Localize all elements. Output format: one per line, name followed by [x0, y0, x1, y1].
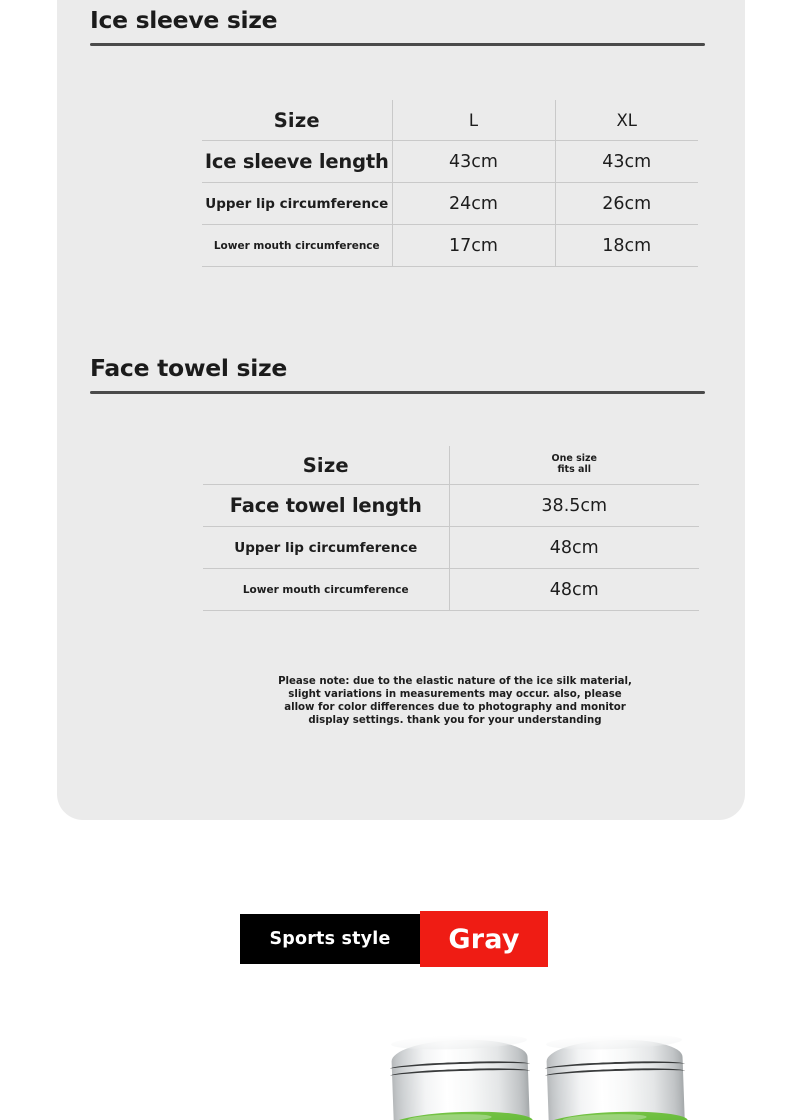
column-header-size: Size — [273, 108, 320, 132]
row-label: Lower mouth circumference — [242, 583, 409, 596]
row-label: Lower mouth circumference — [213, 239, 380, 252]
product-image-ice-sleeve-left — [391, 1038, 531, 1120]
spec-card — [57, 0, 745, 820]
table-row — [202, 141, 698, 182]
style-label: Sports style — [269, 929, 391, 949]
row-value-one-size: 48cm — [449, 569, 699, 610]
size-table-face-towel — [203, 446, 699, 611]
disclaimer-note — [235, 675, 675, 727]
product-image-ice-sleeve-right — [546, 1038, 686, 1120]
row-value-one-size: 48cm — [449, 527, 699, 568]
sleeve-green-highlight — [407, 1113, 492, 1120]
table-header-row — [203, 446, 699, 484]
table-row — [202, 183, 698, 224]
product-photo — [0, 1020, 790, 1120]
section-title-ice-sleeve: Ice sleeve size — [90, 6, 278, 34]
section-rule-face-towel — [90, 391, 705, 394]
note-line-1: Please note: due to the elastic nature of the ice silk material, — [278, 676, 632, 687]
size-table-ice-sleeve — [202, 100, 698, 267]
table-row — [203, 569, 699, 610]
row-value-l: 17cm — [392, 225, 555, 266]
style-color-banner — [240, 911, 548, 967]
row-label: Upper lip circumference — [205, 195, 389, 212]
one-size-line-2: fits all — [557, 464, 591, 475]
sleeve-rim — [391, 1033, 527, 1052]
column-header-size: Size — [302, 453, 349, 477]
row-label: Upper lip circumference — [234, 539, 418, 556]
row-value-l: 43cm — [392, 141, 555, 182]
sleeve-green-highlight — [562, 1113, 647, 1120]
section-heading-ice-sleeve — [90, 8, 705, 46]
one-size-line-1: One size — [551, 453, 597, 465]
note-line-3: allow for color differences due to photography and monitor — [284, 702, 626, 714]
column-header-l: L — [392, 100, 555, 140]
note-line-2: slight variations in measurements may occur. also, please — [288, 689, 622, 701]
section-heading-face-towel — [90, 356, 705, 394]
table-header-row — [202, 100, 698, 140]
color-label: Gray — [448, 923, 520, 955]
row-value-xl: 43cm — [555, 141, 698, 182]
table-row — [202, 225, 698, 266]
section-rule-ice-sleeve — [90, 43, 705, 46]
row-label: Ice sleeve length — [204, 150, 389, 173]
table-row — [203, 527, 699, 568]
note-line-4: display settings. thank you for your understanding — [308, 715, 602, 727]
column-header-one-size — [449, 446, 699, 484]
column-header-xl: XL — [555, 100, 698, 140]
sleeve-rim — [546, 1033, 682, 1052]
table-divider — [202, 266, 698, 267]
row-value-l: 24cm — [392, 183, 555, 224]
row-value-one-size: 38.5cm — [449, 485, 699, 526]
row-value-xl: 18cm — [555, 225, 698, 266]
row-label: Face towel length — [229, 494, 422, 517]
row-value-xl: 26cm — [555, 183, 698, 224]
table-divider — [203, 610, 699, 611]
table-row — [203, 485, 699, 526]
section-title-face-towel: Face towel size — [90, 354, 288, 382]
